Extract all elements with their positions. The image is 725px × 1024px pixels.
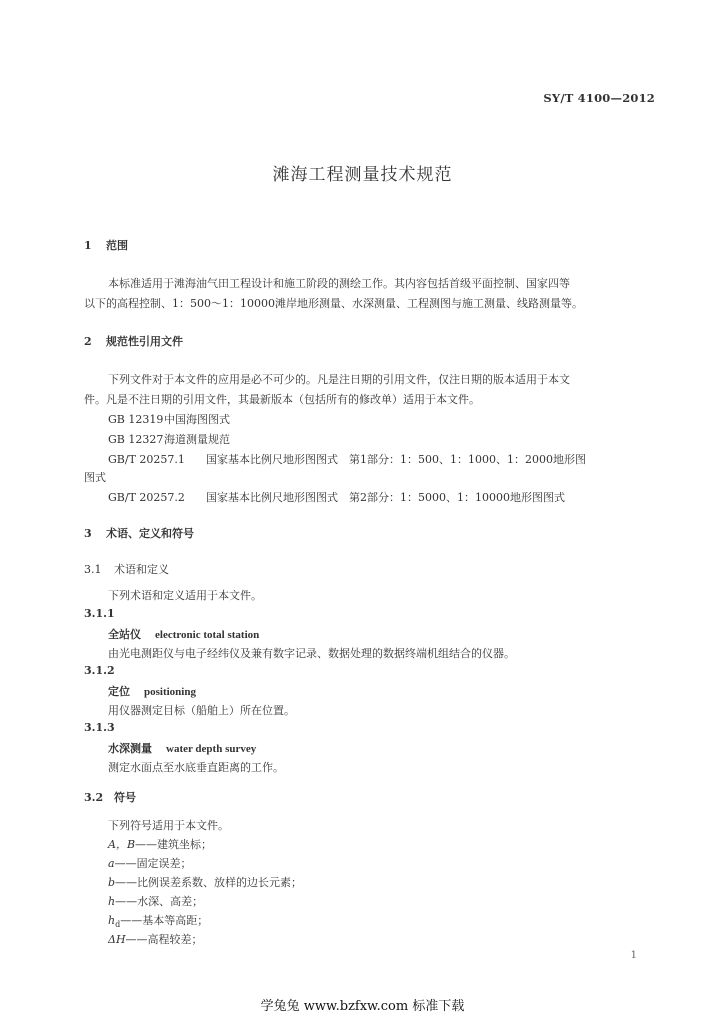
subsection-title: 符号 [114,791,136,804]
symbol: b [108,876,116,889]
document-title: 滩海工程测量技术规范 [272,165,453,185]
symbol-subscript: d [115,920,121,930]
reference-item [108,489,565,505]
term-number: 3.1.1 [84,607,115,620]
subsection-title: 术语和定义 [114,563,169,576]
subsection-3-1-intro: 下列术语和定义适用于本文件。 [108,589,262,602]
section-1-paragraph-line-2: 以下的高程控制、1：500～1：10000滩岸地形测量、水深测量、工程测图与施工测量、线路测量等。 [84,297,583,310]
symbol-item [108,874,302,890]
term-chinese: 水深测量 [108,742,152,755]
subsection-3-2-heading [84,789,136,805]
term-chinese: 定位 [108,685,130,698]
reference-title-continuation: 图式 [84,471,106,484]
reference-item [108,411,230,427]
section-1-paragraph-line-1: 本标准适用于滩海油气田工程设计和施工阶段的测绘工作。其内容包括首级平面控制、国家四等 [108,277,570,290]
term-heading [108,683,196,699]
term-chinese: 全站仪 [108,628,141,641]
reference-title: 海道测量规范 [164,433,230,446]
term-number: 3.1.3 [84,721,115,734]
symbol-item [108,931,203,947]
footer-watermark: 学兔兔 www.bzfxw.com 标准下载 [260,999,465,1014]
symbol-description: ——水深、高差； [115,895,204,908]
term-definition: 由光电测距仪与电子经纬仪及兼有数字记录、数据处理的数据终端机组结合的仪器。 [108,647,515,660]
term-definition: 测定水面点至水底垂直距离的工作。 [108,761,284,774]
term-heading [108,740,256,756]
reference-title: 国家基本比例尺地形图图式 第2部分：1：5000、1：10000地形图图式 [206,491,565,504]
subsection-3-2-intro: 下列符号适用于本文件。 [108,819,229,832]
reference-title: 国家基本比例尺地形图图式 第1部分：1：500、1：1000、1：2000地形图 [206,453,586,466]
term-english: water depth survey [166,743,257,755]
reference-code: GB/T 20257.1 [108,453,185,466]
symbol-item [108,855,192,871]
reference-item [108,431,230,447]
symbol-item [108,836,212,852]
reference-title: 中国海图图式 [164,413,230,426]
page-number: 1 [630,950,637,961]
subsection-number: 3.2 [84,791,104,804]
symbol-description: ——高程较差； [125,933,203,946]
symbol: h [108,895,116,908]
symbol-description: ——建筑坐标； [135,838,213,851]
section-title: 范围 [106,239,128,252]
symbol-item [108,912,208,929]
symbol: a [108,857,115,870]
reference-code: GB 12319 [108,413,164,426]
term-definition: 用仪器测定目标（船舶上）所在位置。 [108,704,295,717]
symbol: A，B [108,838,136,851]
symbol-description: ——固定误差； [114,857,192,870]
symbol-item [108,893,203,909]
section-2-heading [84,333,183,349]
reference-code: GB/T 20257.2 [108,491,185,504]
symbol-description: ——基本等高距； [120,914,209,927]
section-number: 3 [84,527,92,540]
symbol: ΔH [108,933,126,946]
standard-code: SY/T 4100—2012 [543,91,655,105]
section-title: 规范性引用文件 [106,335,183,348]
term-heading [108,626,259,642]
section-3-heading [84,525,194,541]
term-english: electronic total station [155,629,260,641]
section-2-paragraph-line-2: 件。凡是不注日期的引用文件，其最新版本（包括所有的修改单）适用于本文件。 [84,393,480,406]
term-number: 3.1.2 [84,664,115,677]
reference-code: GB 12327 [108,433,164,446]
term-english: positioning [144,686,196,698]
reference-item [108,451,586,467]
section-number: 2 [84,335,92,348]
symbol: h [108,914,116,927]
subsection-number: 3.1 [84,563,102,576]
section-title: 术语、定义和符号 [106,527,194,540]
section-2-paragraph-line-1: 下列文件对于本文件的应用是必不可少的。凡是注日期的引用文件，仅注日期的版本适用于本文 [108,373,570,386]
section-number: 1 [84,239,92,252]
section-1-heading [84,237,128,253]
symbol-description: ——比例误差系数、放样的边长元素； [115,876,303,889]
subsection-3-1-heading [84,561,169,577]
